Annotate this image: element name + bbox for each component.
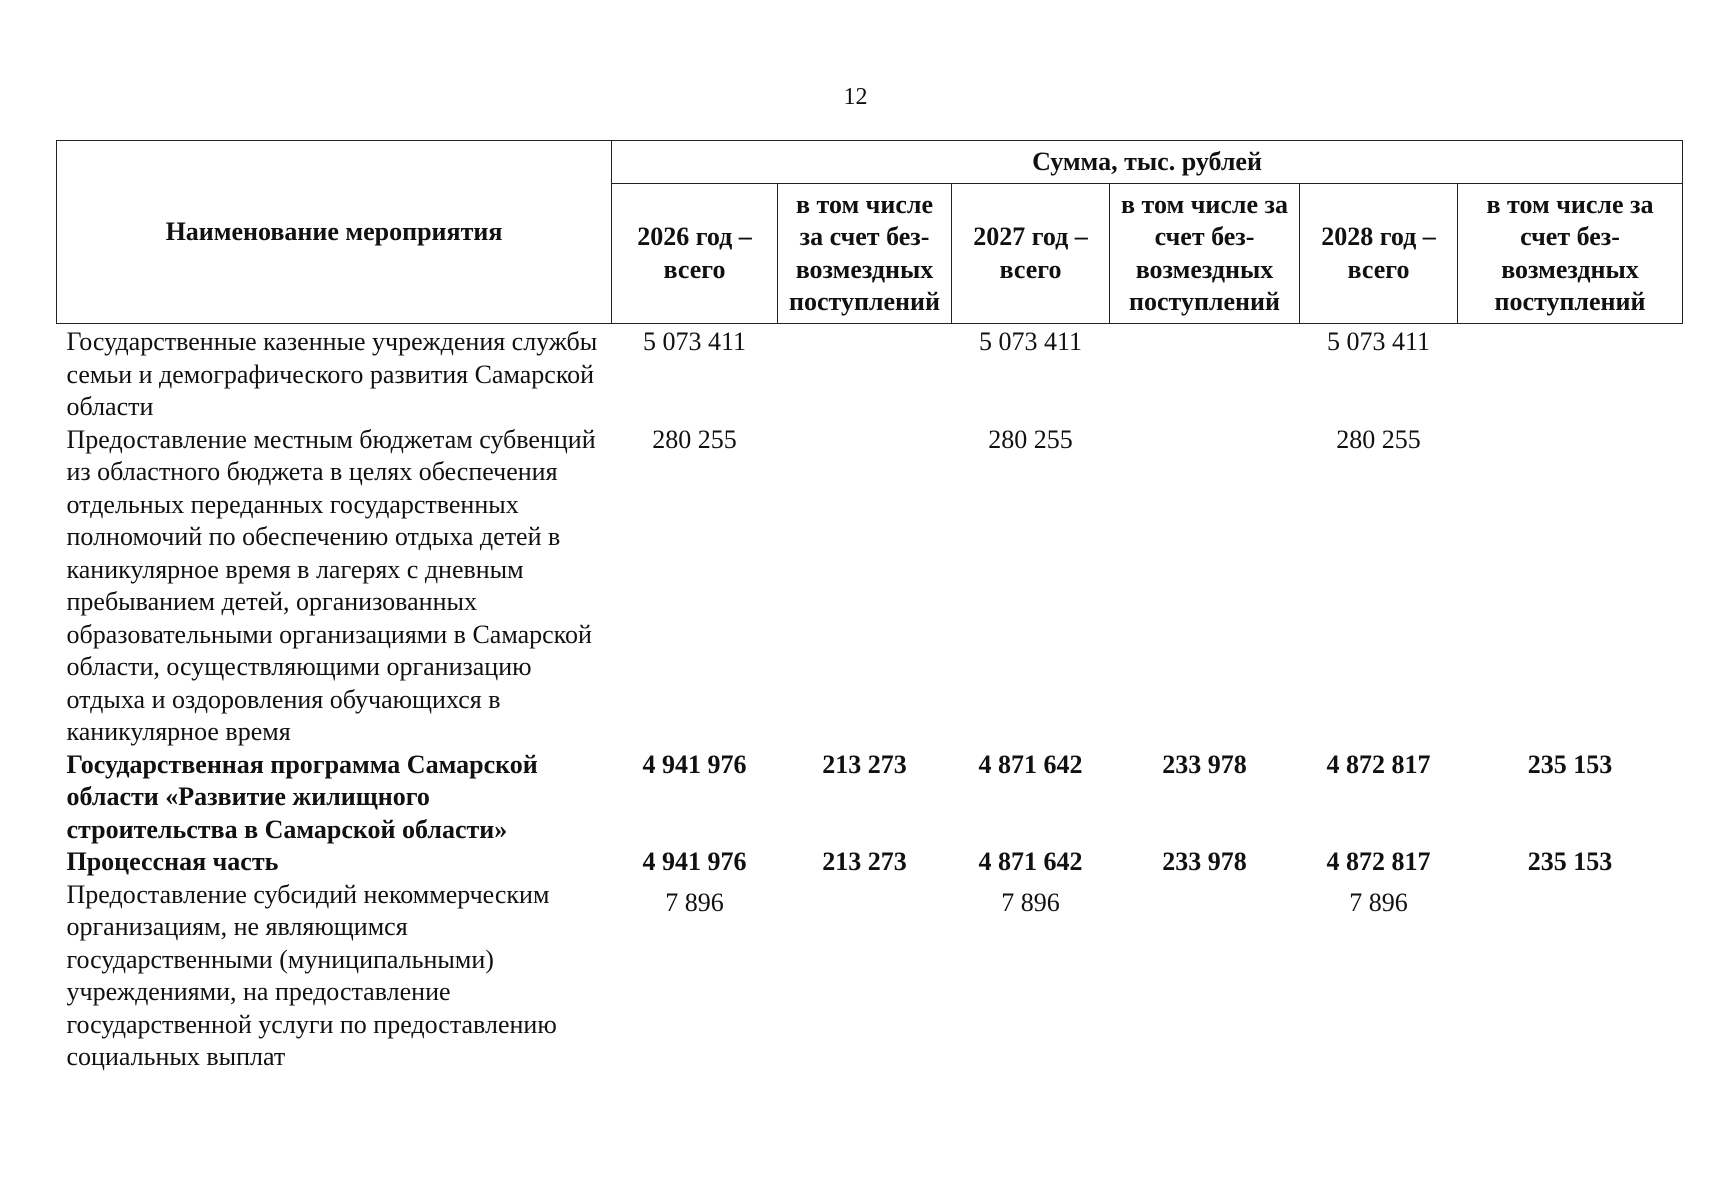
table-row — [57, 424, 1683, 749]
page-number: 12 — [843, 84, 868, 110]
cell-2027-total: 280 255 — [988, 424, 1073, 454]
cell-2026-total: 4 941 976 — [642, 749, 747, 779]
cell-2027-free: 233 978 — [1162, 749, 1247, 779]
cell-2028-free — [1458, 879, 1683, 1074]
header-2026-total: 2026 год – всего — [612, 184, 778, 324]
cell-2027-free — [1110, 424, 1300, 749]
row-name: Процессная часть — [66, 847, 279, 876]
cell-2026-free: 213 273 — [822, 749, 907, 779]
cell-2027-total: 7 896 — [1001, 887, 1060, 917]
cell-2028-total: 7 896 — [1349, 887, 1408, 917]
cell-2028-free — [1458, 324, 1683, 424]
header-2026-free: в том числе за счет без-возмездных поступлений — [778, 184, 952, 324]
cell-2026-total: 7 896 — [665, 887, 724, 917]
cell-2028-free — [1458, 424, 1683, 749]
row-name: Государственные казенные учреждения службы семьи и демографического развития Самарской области — [66, 327, 598, 421]
table-header — [57, 141, 1683, 324]
cell-2026-free — [778, 879, 952, 1074]
cell-2026-free — [778, 324, 952, 424]
cell-2027-free: 233 978 — [1162, 847, 1247, 876]
cell-2028-total: 280 255 — [1336, 424, 1421, 454]
row-name: Государственная программа Самарской области «Развитие жилищного строительства в Самарской области» — [66, 749, 538, 844]
header-2027-free: в том числе за счет без-возмездных поступлений — [1110, 184, 1300, 324]
cell-2027-total: 5 073 411 — [978, 327, 1083, 356]
cell-2026-total: 5 073 411 — [642, 327, 747, 356]
cell-2028-free: 235 153 — [1527, 847, 1613, 876]
cell-2027-free — [1110, 879, 1300, 1074]
cell-2026-total: 4 941 976 — [642, 847, 747, 876]
cell-2026-free: 213 273 — [822, 847, 907, 876]
budget-table — [56, 140, 1683, 1074]
header-sum-group: Сумма, тыс. рублей — [612, 141, 1683, 184]
table-row — [57, 324, 1683, 424]
cell-2028-total: 4 872 817 — [1326, 749, 1431, 779]
header-name-column: Наименование мероприятия — [57, 141, 612, 324]
table-row — [57, 879, 1683, 1074]
cell-2028-free: 235 153 — [1527, 749, 1613, 779]
table-row — [57, 846, 1683, 879]
row-name: Предоставление местным бюджетам субвенций из областного бюджета в целях обеспечения отдельных переданных государственных полномочий по обеспечению отдыха детей в каникулярное время в лагерях с дневным пребыванием детей, организованных образовательными организациями в Самарской области, осуществляющими организацию отдыха и оздоровления обучающихся в каникулярное время — [66, 424, 596, 746]
cell-2028-total: 5 073 411 — [1326, 327, 1431, 356]
header-2027-total: 2027 год – всего — [952, 184, 1110, 324]
cell-2027-total: 4 871 642 — [978, 847, 1083, 876]
cell-2028-total: 4 872 817 — [1326, 847, 1431, 876]
header-2028-total: 2028 год – всего — [1300, 184, 1458, 324]
cell-2026-free — [778, 424, 952, 749]
header-2028-free: в том числе за счет без-возмездных поступлений — [1458, 184, 1683, 324]
cell-2027-free — [1110, 324, 1300, 424]
row-name: Предоставление субсидий некоммерческим организациям, не являющимся государственными (муниципальными) учреждениями, на предоставление государственной услуги по предоставлению социальных выплат — [66, 879, 557, 1071]
cell-2026-total: 280 255 — [652, 424, 737, 454]
table-row — [57, 749, 1683, 847]
cell-2027-total: 4 871 642 — [978, 749, 1083, 779]
